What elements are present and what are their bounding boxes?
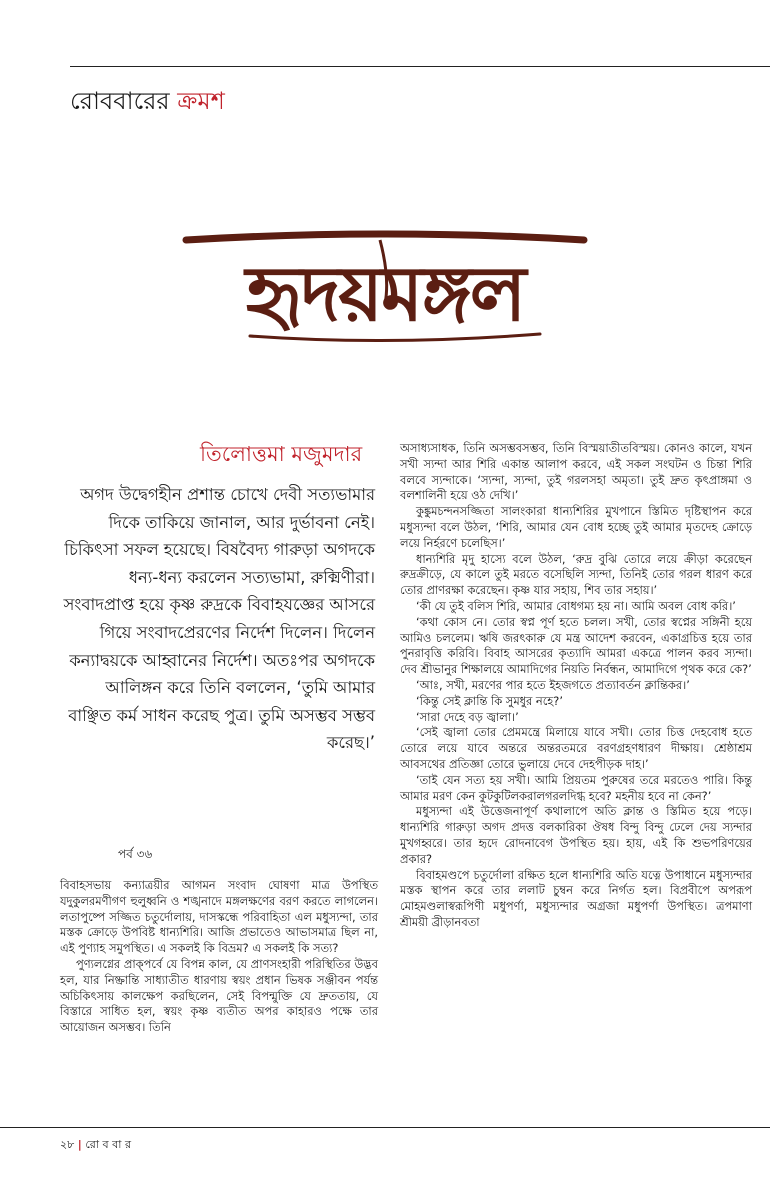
section-accent: ক্রমশ bbox=[177, 87, 225, 115]
section-heading bbox=[70, 83, 225, 123]
magazine-name: রো ব বা র bbox=[85, 1138, 132, 1151]
author-name: তিলোত্তমা মজুমদার bbox=[200, 442, 363, 466]
left-text-column bbox=[60, 878, 378, 1036]
page-number: ২৮ bbox=[60, 1138, 75, 1151]
paragraph: ‘সেই জ্বালা তোর প্রেমমন্ত্রে মিলায়ে যাবে সখী। তোর চিত্ত দেহবোধ হতে তোরে লয়ে যাবে অন্তরে অন্তরতমরে বরণগ্রহণধারণ দীক্ষায়। শ্রেষ্ঠাশ্রম আবসথের প্রতিজ্ঞা তোরে ভুলায়ে দেবে দেহপীড়ক দাহ।’ bbox=[400, 725, 752, 771]
episode-label: পর্ব ৩৬ bbox=[118, 847, 153, 861]
paragraph: বিবাহমণ্ডপে চতুর্দোলা রক্ষিত হলে ধান্যশিরি অতি যত্নে উপাধানে মধুস্যন্দার মস্তক স্থাপন করে তার ললাট চুম্বন করে নির্গত হল। বিপ্রবীপে অপরূপ মোহমণ্ডলাস্বরূপিণী মধুপর্ণা, মধুস্যন্দার অগ্রজা মধুপর্ণা উপস্থিত। ত্রপমাণা শ্রীময়ী ব্রীড়ানবতা bbox=[400, 867, 752, 929]
paragraph: ‘তাই যেন সত্য হয় সখী। আমি প্রিয়তম পুরুষের তরে মরতেও পারি। কিন্তু আমার মরণ কেন কুটকুটিলকরালগরলদিগ্ধ হবে? মহনীয় হবে না কেন?’ bbox=[400, 772, 752, 803]
paragraph: ‘সারা দেহে বড় জ্বালা।’ bbox=[416, 709, 519, 724]
header-rule bbox=[70, 66, 770, 67]
paragraph: বিবাহসভায় কন্যাত্রয়ীর আগমন সংবাদ ঘোষণা মাত্র উপস্থিত যদুকুলরমণীগণ হুলুধ্বনি ও শঙ্খনাদে মঙ্গলক্ষণের বরণ করতে লাগলেন। লতাপুষ্পে সজ্জিত চতুর্দোলায়, দাসস্কন্ধে পরিবাহিতা এল মধুস্যন্দা, তার মস্তক ক্রোড়ে উপবিষ্ট ধান্যশিরি। আজি প্রভাতেও আভাসমাত্র ছিল না, এই পুণ্যাহ সমুপস্থিত। এ সকলই কি বিভ্রম? এ সকলই কি সত্য? bbox=[60, 878, 378, 956]
paragraph: মধুস্যন্দা এই উত্তেজনাপূর্ণ কথালাপে অতি ক্লান্ত ও স্তিমিত হয়ে পড়ে। ধান্যশিরি গারুড়া অগদ প্রদত্ত বলকারিকা ঔষধ বিন্দু বিন্দু ঢেলে দেয় স্যন্দার মুখগহ্বরে। তার হৃদে রোদনাবেগ উপস্থিত হয়। হায়, এই কি শুভপরিণয়ের প্রকার? bbox=[400, 804, 752, 866]
paragraph: ‘কথা কোস নে। তোর স্বপ্ন পূর্ণ হতে চলল। সখী, তোর স্বপ্নের সঙ্গিনী হয়ে আমিও চললেম। ঋষি জরৎকারু যে মন্ত্র আদেশ করবেন, একাগ্রচিত্ত হয়ে তার পুনরাবৃত্তি করিবি। বিবাহ আসরের কৃত্যাদি আমরা একত্রে পালন করব স্যন্দা। দেব শ্রীভানুর শিক্ষালয়ে আমাদিগের নিয়তি নির্বন্ধন, আমাদিগে পৃথক করে কে?’ bbox=[400, 614, 752, 677]
paragraph: ধান্যশিরি মৃদু হাস্যে বলে উঠল, ‘রুদ্র বুঝি তোরে লয়ে ক্রীড়া করেছেন রুদ্রক্রীড়ে, যে কালে তুই মরতে বসেছিলি স্যন্দা, তিনিই তোর গরল ধারণ করে তোর প্রাণরক্ষা করেছেন। কৃষ্ণ যার সহায়, শিব তার সহায়।’ bbox=[400, 551, 752, 598]
right-text-column bbox=[400, 441, 752, 931]
page-footer bbox=[60, 1136, 131, 1155]
paragraph: পুণ্যলগ্নের প্রাক্‌পর্বে যে বিপন্ন কাল, যে প্রাণসংহারী পরিস্থিতির উদ্ভব হল, যার নিষ্ক্রান্তি সাধ্যাতীত ধারণায় স্বয়ং প্রধান ভিষক সঞ্জীবন পর্যন্ত অচিকিৎসায় কালক্ষেপ করছিলেন, সেই বিপন্মুক্তি যে দ্রুততায়, যে বিস্তারে সাধিত হল, স্বয়ং কৃষ্ণ ব্যতীত অপর কাহারও পক্ষে তার আয়োজন অসম্ভব। তিনি bbox=[60, 956, 378, 1035]
footer-rule bbox=[0, 1127, 770, 1128]
paragraph: ‘কী যে তুই বলিস শিরি, আমার বোধগম্য হয় না। আমি অবল বোধ করি।’ bbox=[416, 598, 736, 613]
story-title: হৃদয়মঙ্গল bbox=[245, 249, 525, 338]
paragraph: অসাধ্যসাধক, তিনি অসম্ভবসম্ভব, তিনি বিস্ময়াতীতবিস্ময়। কোনও কালে, যখন সখী স্যন্দা আর শিরি একান্ত আলাপ করবে, এই সকল সংঘটন ও চিন্তা শিরি বলবে স্যন্দাকে। ‘স্যন্দা, স্যন্দা, তুই গরলসহা অমৃতা। তুই দ্রুত কৃৎপ্রাঙ্গমা ও বলশালিনী হয়ে ওঠ দেখি।’ bbox=[400, 441, 752, 503]
section-prefix: রোববারের bbox=[70, 87, 178, 115]
paragraph: ‘আঃ, সখী, মরণের পার হতে ইহজগতে প্রত্যাবর্তন ক্লান্তিকর।’ bbox=[416, 677, 690, 692]
paragraph: ‘কিন্তু সেই ক্লান্তি কি সুমধুর নহে?’ bbox=[416, 693, 563, 708]
lead-paragraph: অগদ উদ্বেগহীন প্রশান্ত চোখে দেবী সত্যভামার দিকে তাকিয়ে জানাল, আর দুর্ভাবনা নেই। চিকিৎসা সফল হয়েছে। বিষবৈদ্য গারুড়া অগদকে ধন্য-ধন্য করলেন সত্যভামা, রুক্মিণীরা। সংবাদপ্রাপ্ত হয়ে কৃষ্ণ রুদ্রকে বিবাহযজ্ঞের আসরে গিয়ে সংবাদপ্রেরণের নির্দেশ দিলেন। দিলেন কন্যাদ্বয়কে আহ্বানের নির্দেশ। অতঃপর অগদকে আলিঙ্গন করে তিনি বললেন, ‘তুমি আমার বাঞ্ছিত কর্ম সাধন করেছ পুত্র। তুমি অসম্ভব সম্ভব করেছ।’ bbox=[63, 485, 375, 753]
paragraph: কুঙ্কুমচন্দনসজ্জিতা সালংকারা ধান্যশিরির মুখপানে স্তিমিত দৃষ্টিস্থাপন করে মধুস্যন্দা বলে উঠল, ‘শিরি, আমার যেন বোধ হচ্ছে তুই আমার মৃতদেহ ক্রোড়ে লয়ে নির্হরণে চলেছিস।’ bbox=[400, 504, 752, 550]
footer-separator: | bbox=[77, 1138, 82, 1151]
story-title-logo bbox=[180, 218, 590, 358]
